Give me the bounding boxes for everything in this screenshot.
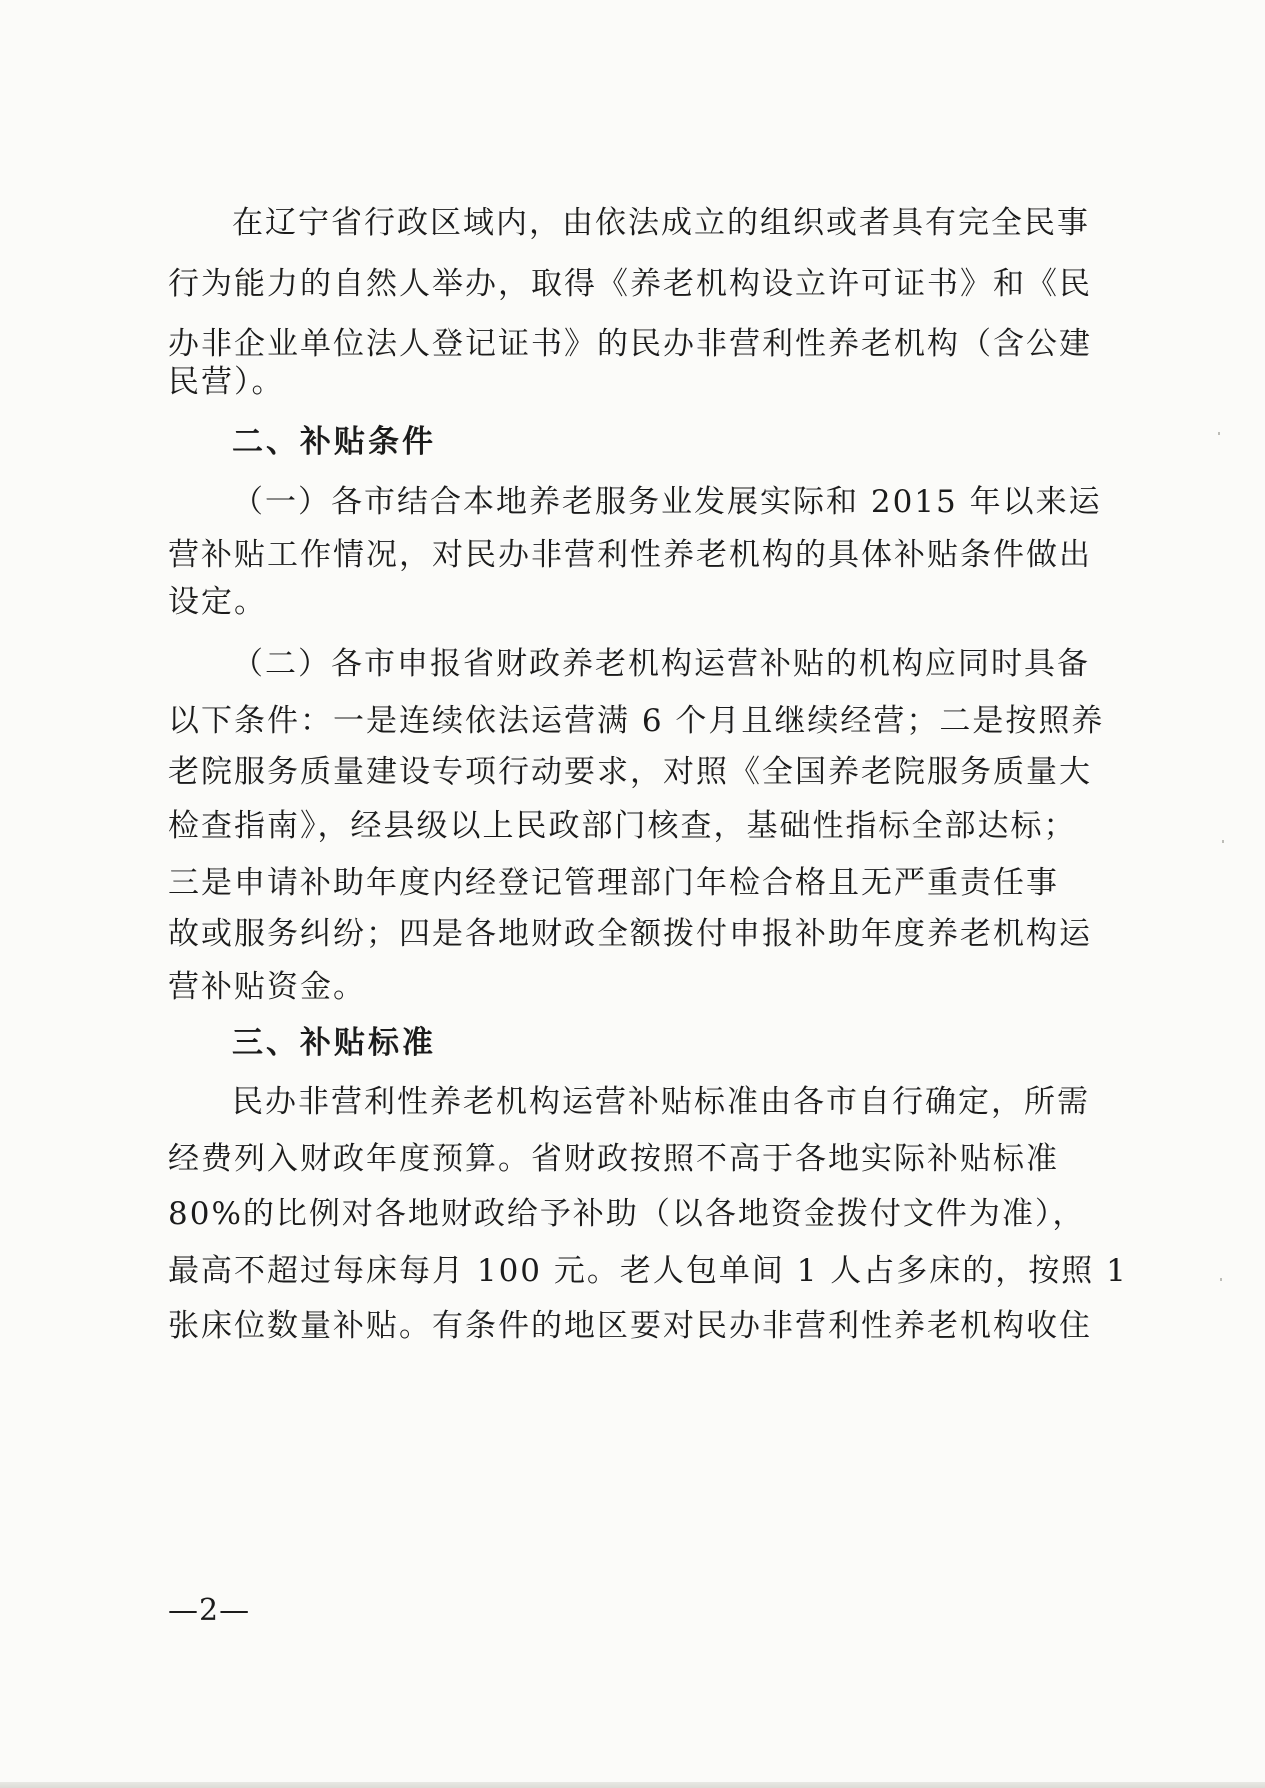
scan-speck [1218,432,1220,435]
section-heading-2: 二、补贴条件 [232,424,436,460]
paragraph-1-line-2: 行为能力的自然人举办，取得《养老机构设立许可证书》和《民 [168,266,1092,302]
scan-speck [1222,840,1224,843]
paragraph-4-line-4: 最高不超过每床每月 100 元。老人包单间 1 人占多床的，按照 1 [168,1253,1128,1289]
paragraph-2-line-1: （一）各市结合本地养老服务业发展实际和 2015 年以来运 [232,484,1102,520]
paragraph-3-line-4: 检查指南》，经县级以上民政部门核查，基础性指标全部达标； [168,808,1077,844]
paragraph-1-line-1: 在辽宁省行政区域内，由依法成立的组织或者具有完全民事 [232,205,1090,241]
paragraph-3-line-1: （二）各市申报省财政养老机构运营补贴的机构应同时具备 [232,646,1090,682]
scan-bottom-edge [0,1782,1265,1788]
scan-speck [1220,1278,1222,1281]
paragraph-1-line-4: 民营）。 [168,364,285,400]
paragraph-2-line-3: 设定。 [168,584,267,620]
paragraph-3-line-2: 以下条件：一是连续依法运营满 6 个月且继续经营；二是按照养 [168,703,1105,739]
page-number: —2— [168,1593,251,1628]
paragraph-4-line-2: 经费列入财政年度预算。省财政按照不高于各地实际补贴标准 [168,1141,1059,1177]
paragraph-4-line-1: 民办非营利性养老机构运营补贴标准由各市自行确定，所需 [232,1084,1090,1120]
paragraph-3-line-3: 老院服务质量建设专项行动要求，对照《全国养老院服务质量大 [168,754,1092,790]
paragraph-4-line-3: 80%的比例对各地财政给予补助（以各地资金拨付文件为准）， [168,1196,1086,1232]
paragraph-3-line-7: 营补贴资金。 [168,969,366,1005]
paragraph-1-line-3: 办非企业单位法人登记证书》的民办非营利性养老机构（含公建 [168,326,1092,362]
section-heading-3: 三、补贴标准 [232,1025,436,1061]
paragraph-3-line-6: 故或服务纠纷；四是各地财政全额拨付申报补助年度养老机构运 [168,916,1092,952]
paragraph-2-line-2: 营补贴工作情况，对民办非营利性养老机构的具体补贴条件做出 [168,537,1092,573]
paragraph-3-line-5: 三是申请补助年度内经登记管理部门年检合格且无严重责任事 [168,865,1059,901]
paragraph-4-line-5: 张床位数量补贴。有条件的地区要对民办非营利性养老机构收住 [168,1308,1092,1344]
